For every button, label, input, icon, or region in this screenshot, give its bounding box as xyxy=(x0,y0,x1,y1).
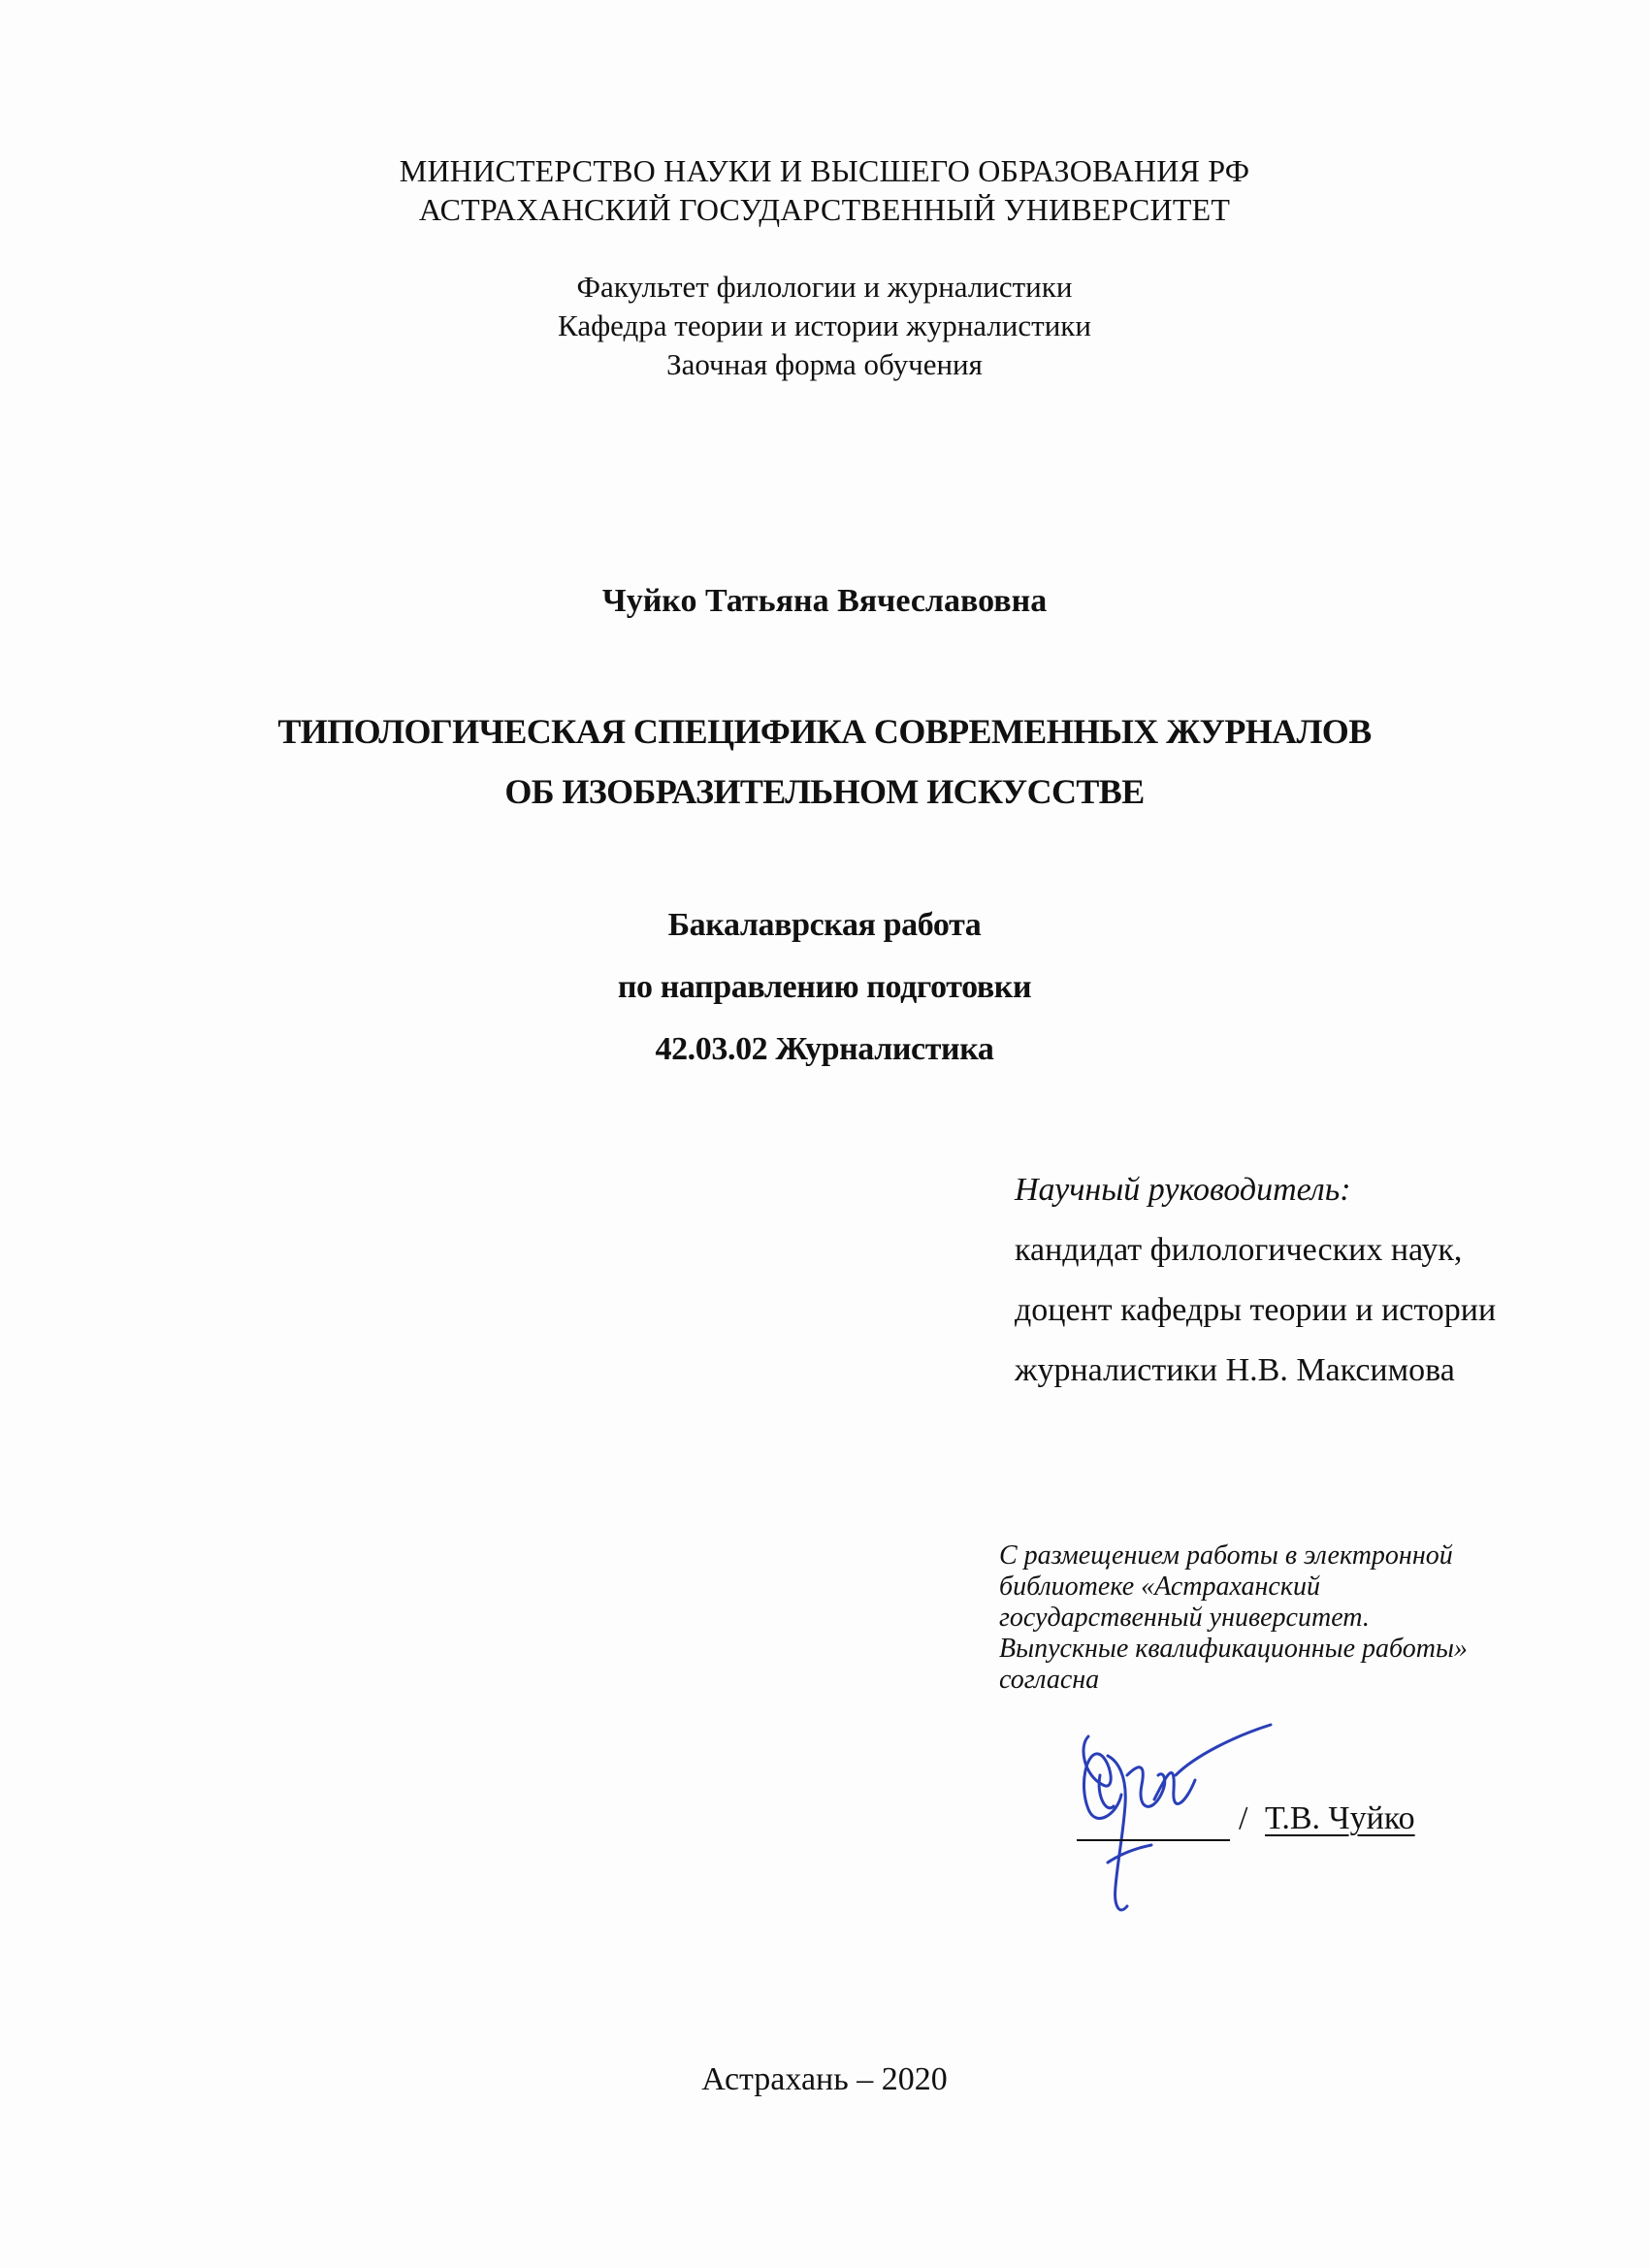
signature-separator: / xyxy=(1239,1800,1248,1836)
author-name: Чуйко Татьяна Вячеславовна xyxy=(601,583,1048,619)
department-name: Кафедра теории и истории журналистики xyxy=(558,308,1091,342)
thesis-title-line-2: ОБ ИЗОБРАЗИТЕЛЬНОМ ИСКУССТВЕ xyxy=(504,772,1145,811)
city-year: Астрахань – 2020 xyxy=(701,2061,948,2097)
work-type: Бакалаврская работа xyxy=(667,907,982,943)
supervisor-block xyxy=(1015,1160,1635,1401)
signature-row xyxy=(1077,1795,1465,1845)
work-program: 42.03.02 Журналистика xyxy=(655,1031,994,1067)
supervisor-degree: кандидат филологических наук, xyxy=(1015,1232,1463,1268)
thesis-title-line-1: ТИПОЛОГИЧЕСКАЯ СПЕЦИФИКА СОВРЕМЕННЫХ ЖУРНАЛОВ xyxy=(277,712,1372,751)
publication-consent xyxy=(999,1540,1600,1696)
work-direction: по направлению подготовки xyxy=(617,969,1032,1005)
signature-underline xyxy=(1077,1839,1230,1841)
signatory-name: Т.В. Чуйко xyxy=(1265,1800,1415,1836)
supervisor-name: журналистики Н.В. Максимова xyxy=(1015,1352,1455,1388)
consent-line-4: Выпускные квалификационные работы» xyxy=(999,1634,1468,1664)
ministry-heading: МИНИСТЕРСТВО НАУКИ И ВЫСШЕГО ОБРАЗОВАНИЯ РФ xyxy=(399,153,1250,188)
supervisor-label: Научный руководитель: xyxy=(1015,1172,1351,1208)
consent-line-2: библиотеке «Астраханский xyxy=(999,1571,1320,1602)
study-form: Заочная форма обучения xyxy=(666,347,983,381)
university-heading: АСТРАХАНСКИЙ ГОСУДАРСТВЕННЫЙ УНИВЕРСИТЕТ xyxy=(418,192,1231,227)
supervisor-position: доцент кафедры теории и истории xyxy=(1015,1292,1497,1328)
consent-line-5: согласна xyxy=(999,1665,1100,1695)
faculty-name: Факультет филологии и журналистики xyxy=(576,270,1073,304)
consent-line-1: С размещением работы в электронной xyxy=(999,1540,1453,1571)
consent-line-3: государственный университет. xyxy=(999,1603,1370,1633)
